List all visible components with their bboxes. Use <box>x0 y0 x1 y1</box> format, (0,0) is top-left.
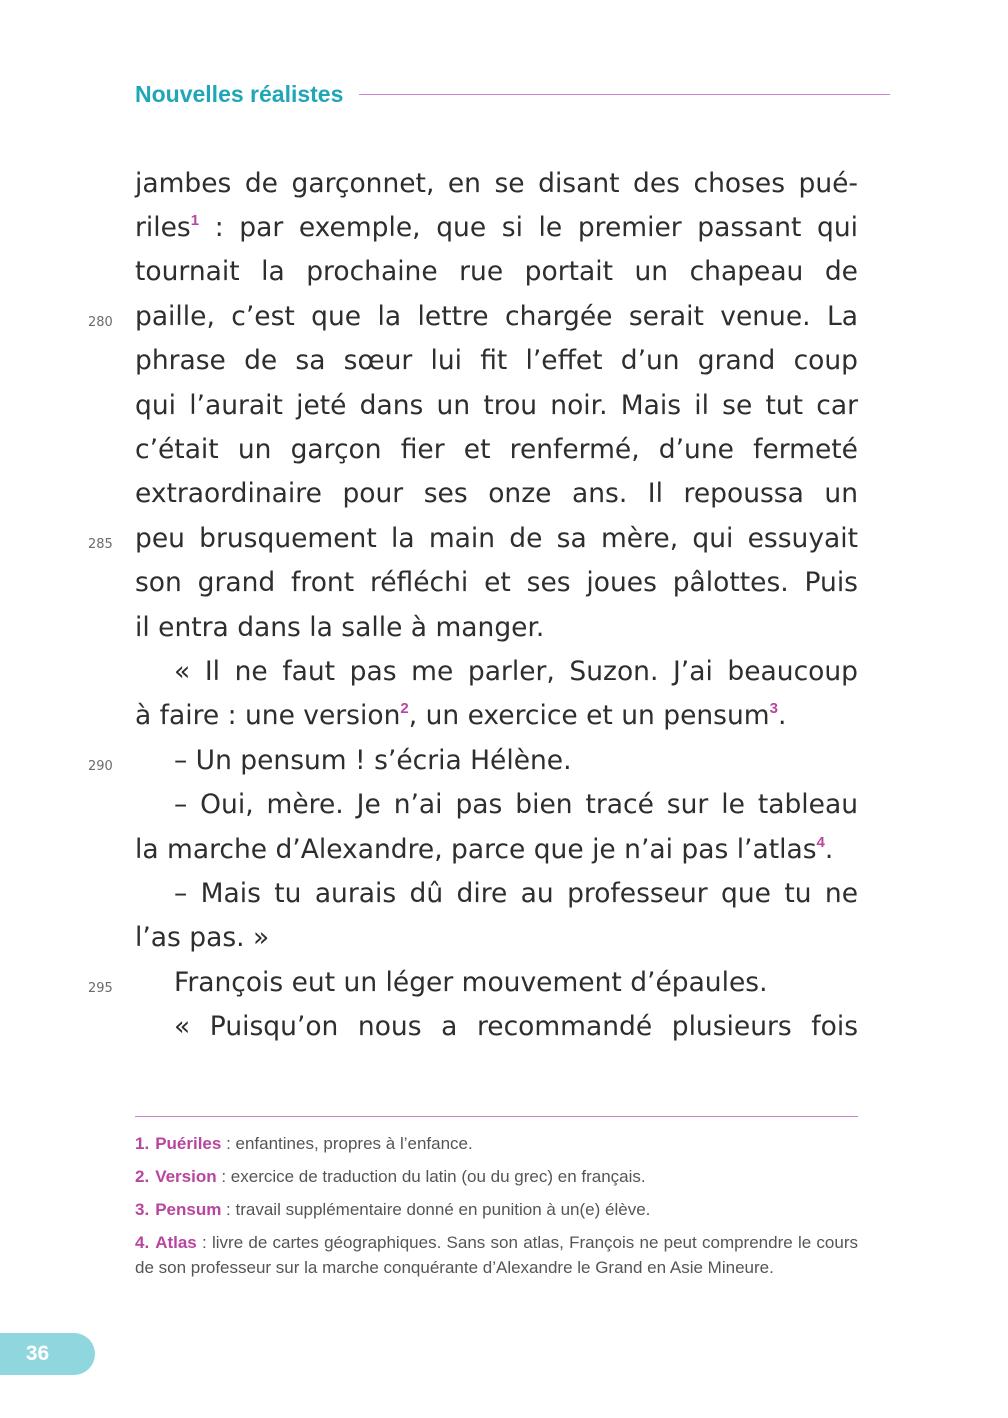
footnote-ref[interactable]: 4 <box>816 834 825 851</box>
text-line: phrase de sa sœur lui fit l’effet d’un grand coup <box>135 345 858 376</box>
text-line: – Oui, mère. Je n’ai pas bien tracé sur le tableau <box>174 789 858 820</box>
line-number: 280 <box>88 315 113 330</box>
line-number: 295 <box>88 981 113 996</box>
text-line: c’était un garçon fier et renfermé, d’une fermeté <box>135 434 858 465</box>
footnote-ref[interactable]: 3 <box>769 700 778 717</box>
footnote-term: Atlas <box>155 1233 197 1252</box>
text-line: tournait la prochaine rue portait un chapeau de <box>135 256 858 287</box>
footnote-ref[interactable]: 1 <box>190 212 200 229</box>
footnote: 1. Puériles : enfantines, propres à l’enfance. <box>135 1134 473 1153</box>
text-line: riles$^1$ : par exemple, que si le premier passant qui <box>135 212 858 243</box>
line-number: 285 <box>88 537 113 552</box>
text-line: peu brusquement la main de sa mère, qui essuyait <box>135 523 858 554</box>
text-line: à faire : une version$^2$, un exercice et un pensum$^3$. <box>135 700 787 731</box>
text-line: il entra dans la salle à manger. <box>135 612 545 643</box>
footnotes-rule <box>135 1116 858 1117</box>
footnote: 3. Pensum : travail supplémentaire donné en punition à un(e) élève. <box>135 1200 651 1219</box>
page-number-tab <box>0 1333 95 1375</box>
text-line: – Mais tu aurais dû dire au professeur que tu ne <box>174 878 858 909</box>
text-line: son grand front réfléchi et ses joues pâlottes. Puis <box>135 567 858 598</box>
text-line: jambes de garçonnet, en se disant des choses pué- <box>135 168 858 199</box>
footnote-ref[interactable]: 2 <box>400 700 409 717</box>
footnote-term: Puériles <box>155 1134 222 1153</box>
footnote-term: Version <box>155 1167 217 1186</box>
text-line: « Il ne faut pas me parler, Suzon. J’ai beaucoup <box>174 656 858 687</box>
text-line: François eut un léger mouvement d’épaules. <box>174 967 768 998</box>
text-line: « Puisqu’on nous a recommandé plusieurs fois <box>174 1011 858 1042</box>
text-line: qui l’aurait jeté dans un trou noir. Mais il se tut car <box>135 390 858 421</box>
text-line: paille, c’est que la lettre chargée serait venue. La <box>135 301 858 332</box>
header-rule <box>359 94 890 95</box>
text-line: l’as pas. » <box>135 922 270 953</box>
text-line: – Un pensum ! s’écria Hélène. <box>174 745 572 776</box>
running-header <box>135 78 890 110</box>
chapter-title: Nouvelles réalistes <box>135 80 344 107</box>
text-line: extraordinaire pour ses onze ans. Il repoussa un <box>135 478 858 509</box>
footnote: 4. Atlas : livre de cartes géographiques. Sans son atlas, François ne peut comprendre le cours de son professeur sur la marche conquérante d’Alexandre le Grand en Asie Mineure. <box>135 1233 858 1277</box>
footnote: 2. Version : exercice de traduction du latin (ou du grec) en français. <box>135 1167 646 1186</box>
line-number: 290 <box>88 759 113 774</box>
footnote-term: Pensum <box>155 1200 222 1219</box>
text-line: la marche d’Alexandre, parce que je n’ai pas l’atlas$^4$. <box>135 834 834 865</box>
page-number: 36 <box>25 1342 50 1365</box>
